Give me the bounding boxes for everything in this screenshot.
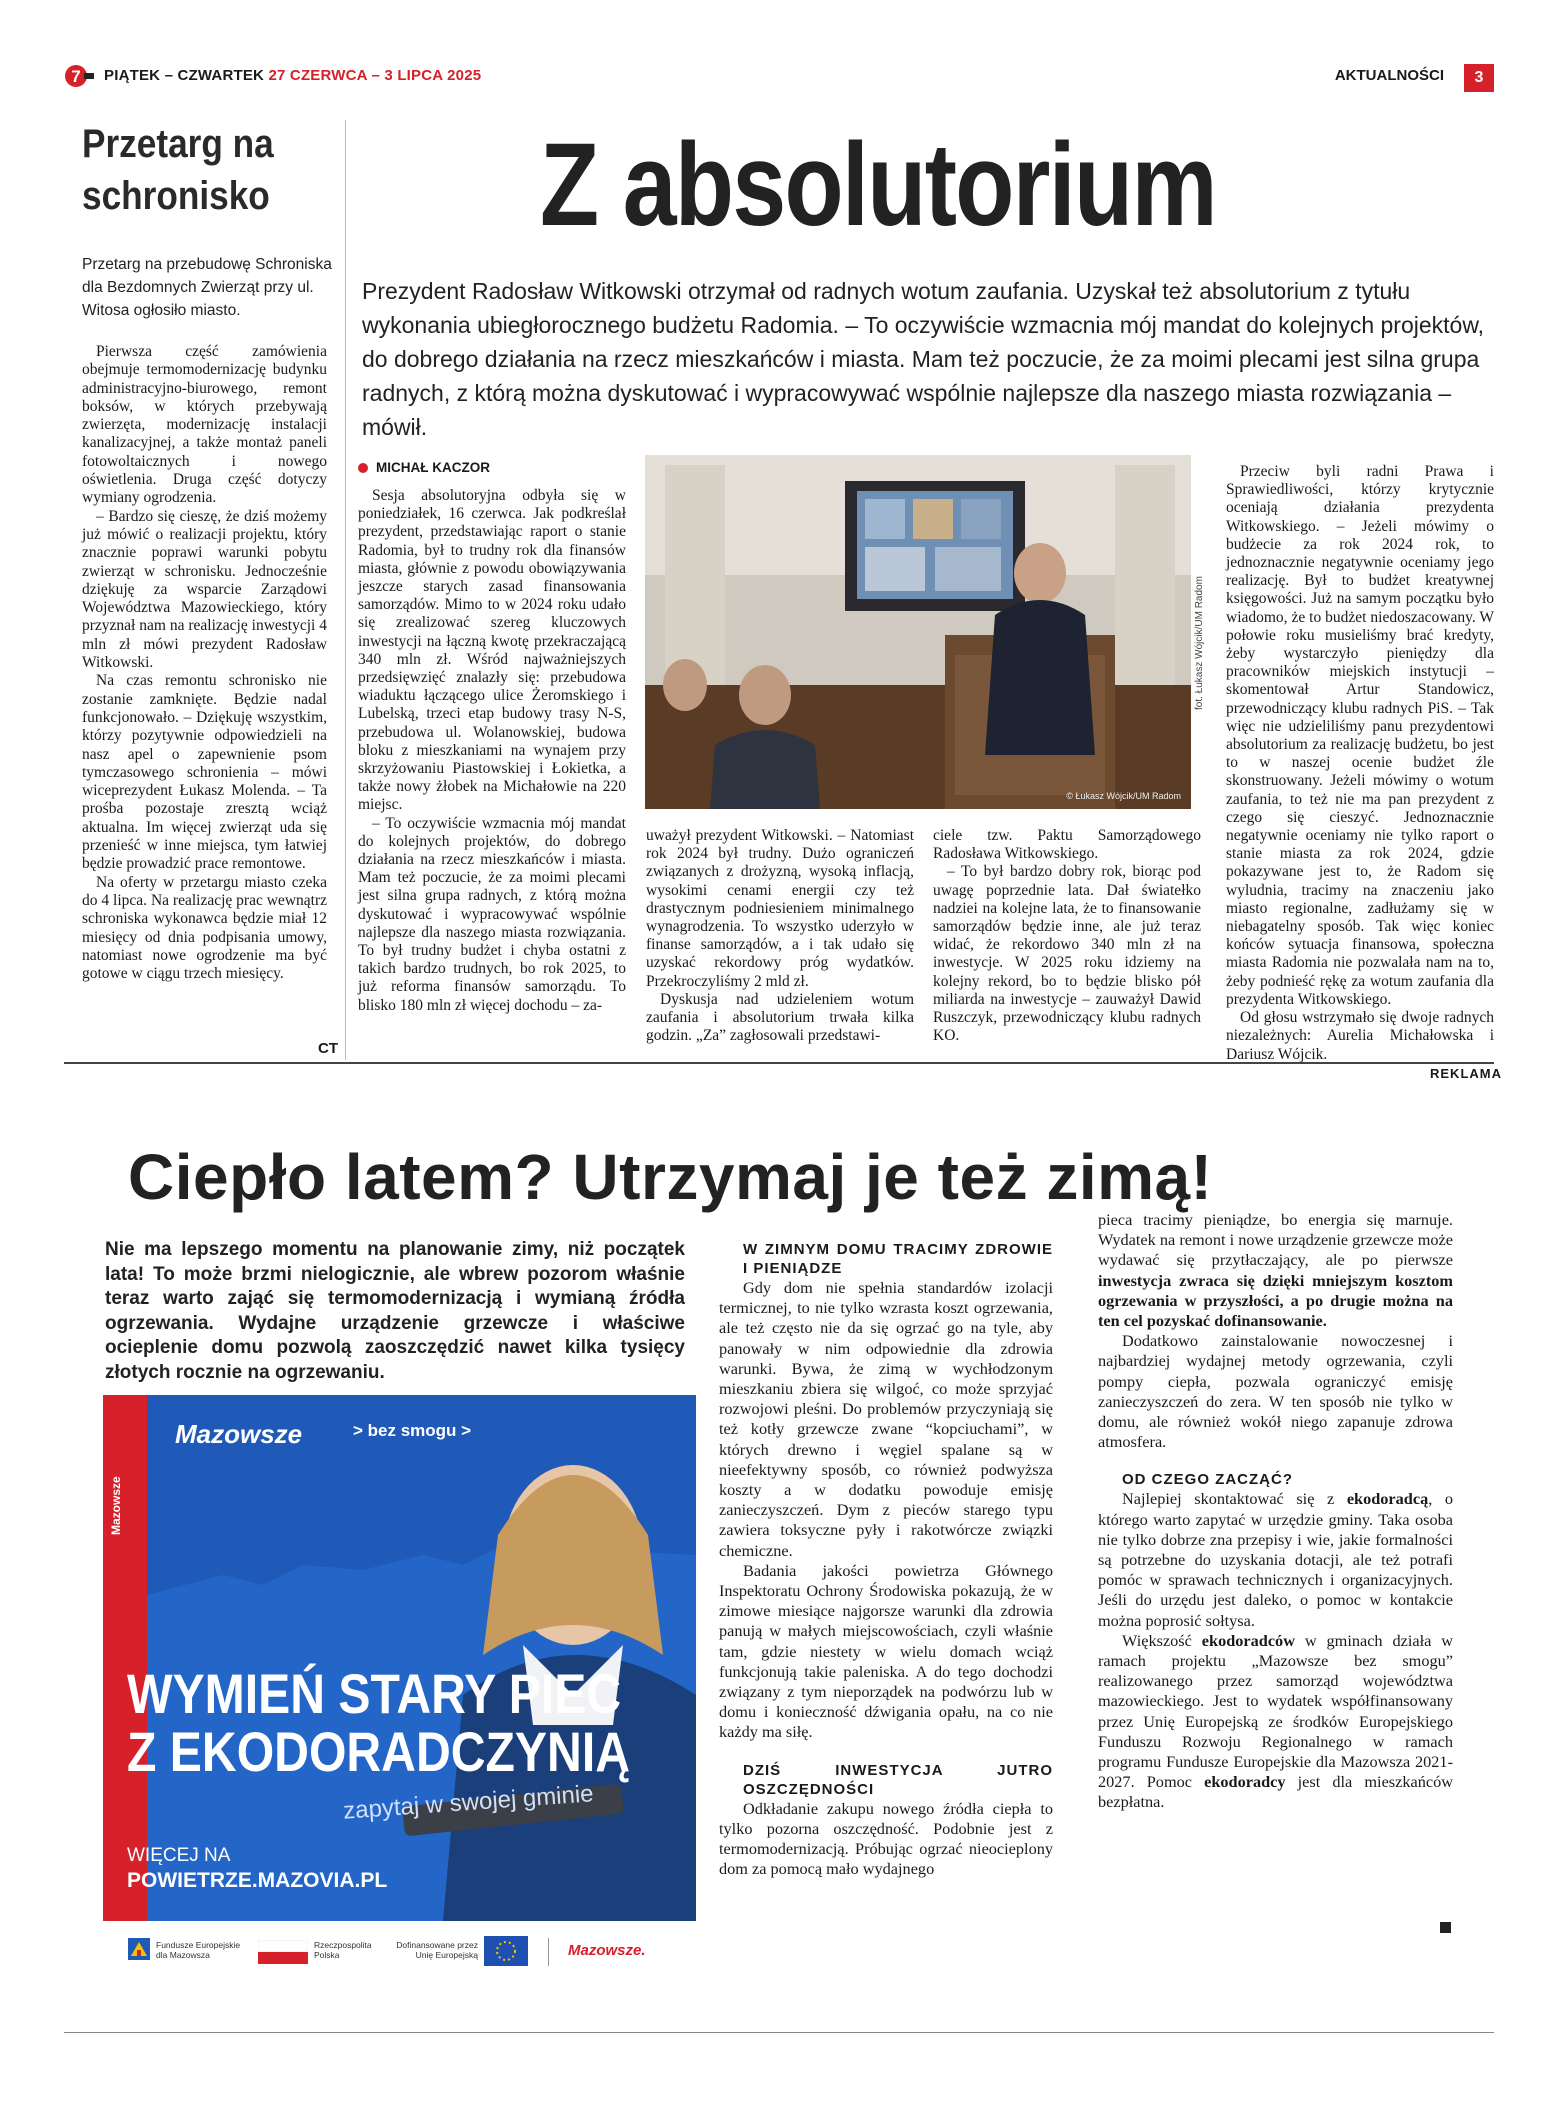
issue-days: PIĄTEK – CZWARTEK [104, 67, 265, 84]
ad-lead: Nie ma lepszego momentu na planowanie zimy, niż początek lata! To może brzmi nielogicznie, ale wbrew pozorom właśnie teraz warto zająć się termomodernizacją i wymianą źródła ogrzewania. Wydajne urządzenie grzewcze i właściwe ocieplenie domu pozwolą zaoszczędzić nawet kilka tysięcy złotych rocznie na ogrzewaniu. [105, 1239, 685, 1383]
photo-credit: fot. Łukasz Wójcik/UM Radom [1194, 576, 1205, 710]
article-column-2 [646, 827, 914, 1045]
mazowsze-logo: Mazowsze. [568, 1942, 646, 1959]
logo-divider [548, 1938, 549, 1966]
paragraph: Gdy dom nie spełnia standardów izolacji termicznej, to nie tylko wzrasta koszt ogrzewania, ale też często nie da się ogrzać go na tyle, aby panowały w nim odpowiednie dla zdrowia warunki. Bywa, że zimą w wychłodzonym mieszkaniu zbiera się wilgoć, co może sprzyjać rozwojowi pleśni. Do problemów przyczyniają się też kotły grzewcze zwane “kopciuchami”, w których drewno i węgiel spalane są w nieefektywny sposób, co również podwyższa koszty a w dodatku powoduje emisję zanieczyszczeń. Dym z pieców starego typu zawiera toksyczne pyły i rakotwórcze związki chemiczne. [719, 1278, 1053, 1560]
bullet-icon [358, 463, 368, 473]
main-headline: Z absolutorium [540, 119, 1216, 251]
paragraph: ciele tzw. Paktu Samorządowego Radosława Witkowskiego. [933, 827, 1201, 863]
page-number: 3 [1464, 64, 1494, 92]
ad-column-1 [719, 1240, 1053, 1879]
paragraph [1098, 1489, 1453, 1630]
issue-date-range: 27 CZERWCA – 3 LIPCA 2025 [268, 67, 482, 84]
left-article-title: Przetarg na schronisko [82, 122, 274, 218]
photo-illustration [645, 455, 1191, 809]
polish-flag-icon [258, 1940, 308, 1964]
text-run: , o którego warto zapytać w urzędzie gminy. Taka osoba nie tylko dobrze zna przepisy i wie, jakie formalności są potrzebne do uzyskania dotacji, ale też potrafi pomóc w sprawach technicznych i organizacyjnych. Jeśli do urzędu jest daleko, o pomoc w kontakcie można poprosić sołtysa. [1098, 1489, 1454, 1630]
banner-brand: Mazowsze [175, 1419, 303, 1449]
logo-line: Dofinansowane przez [396, 1940, 478, 1950]
issue-dates [104, 67, 481, 84]
eu-flag-icon [484, 1936, 528, 1966]
paragraph [1098, 1631, 1453, 1813]
banner-campaign: > bez smogu > [353, 1421, 472, 1440]
text-run-bold: ekodoradców [1201, 1630, 1295, 1650]
paragraph: Pierwsza część zamówienia obejmuje termomodernizację budynku administracyjno-biurowego, remont boksów, w których przebywają zwierzęta, modernizację instalacji kanalizacyjnej, a także montaż paneli fotowoltaicznych i nowego oświetlenia. Druga część dotyczy wymiany ogrodzenia. [82, 343, 327, 507]
author-name: MICHAŁ KACZOR [376, 460, 490, 475]
banner-subline: zapytaj w swojej gminie [342, 1780, 595, 1825]
advertisement-label: REKLAMA [1430, 1066, 1502, 1081]
logo-line: Unię Europejską [415, 1950, 478, 1960]
logo-line: dla Mazowsza [156, 1950, 210, 1960]
ad-banner [103, 1395, 696, 1921]
bottom-rule [64, 2032, 1494, 2033]
page-header [64, 64, 1494, 90]
text-run-bold: inwestycja zwraca się dzięki mniejszym kosztom ogrzewania w przyszłości, a po drugie można na ten cel pozyskać dofinansowanie. [1098, 1270, 1453, 1331]
logo-text-rp [314, 1940, 372, 1960]
ad-title: Ciepło latem? Utrzymaj je też zimą! [128, 1141, 1213, 1213]
paragraph: Dyskusja nad udzieleniem wotum zaufania i absolutorium trwała kilka godzin. „Za” zagłosowali przedstawi- [646, 990, 914, 1045]
paragraph: – To oczywiście wzmacnia mój mandat do kolejnych projektów, do dobrego działania na rzecz mieszkańców i miasta. Mam też poczucie, że za moimi plecami jest silna grupa radnych, z którą można dyskutować i wypracowywać wspólnie najlepsze dla naszego miasta rozwiązania. To był trudny budżet i chyba ostatni z takich bardzo trudnych, bo rok 2025, to już reforma finansów samorządu. To blisko 180 mln zł więcej dochodu – za- [358, 814, 626, 1014]
author-initials: CT [318, 1040, 338, 1057]
text-run: jest dla mieszkańców bezpłatna. [1098, 1772, 1453, 1812]
author-byline [358, 460, 490, 475]
section-divider [64, 1062, 1494, 1064]
article-column-1 [358, 487, 626, 1015]
ad-subheading: OD CZEGO ZACZĄĆ? [1122, 1471, 1293, 1489]
left-article-body [82, 343, 327, 983]
paragraph: – Bardzo się cieszę, że dziś możemy już mówić o realizacji projektu, który znacznie poprawi warunki pobytu zwierząt w schronisku. Jednocześnie dziękuję za wsparcie Zarządowi Województwa Mazowieckiego, który przyznał nam na realizację inwestycji 4 mln zł mówi prezydent Radosław Witkowski. [82, 507, 327, 672]
logo-line: Rzeczpospolita [314, 1940, 372, 1950]
logo-line: Polska [314, 1950, 340, 1960]
main-article-lead: Prezydent Radosław Witkowski otrzymał od radnych wotum zaufania. Uzyskał też absolutorium z tytułu wykonania ubiegłorocznego budżetu Radomia. – To oczywiście wzmacnia mój mandat do kolejnych projektów, do dobrego działania na rzecz mieszkańców i miasta. Mam też poczucie, że za moimi plecami jest silna grupa radnych, z którą można dyskutować i wypracowywać wspólnie najlepsze dla naszego miasta rozwiązania – mówił. [362, 278, 1485, 440]
svg-text:7: 7 [71, 67, 81, 86]
paragraph: – To był bardzo dobry rok, biorąc pod uwagę poprzednie lata. Dał światełko nadziei na kolejne lata, że to finansowanie samorządów będzie inne, ale już teraz widać, że rekordowo 340 mln zł na inwestycje. W 2025 roku idziemy na kolejny rekord, bo to będzie blisko pół miliarda na inwestycje – zauważył Dawid Ruszczyk, przewodniczący klubu radnych KO. [933, 863, 1201, 1045]
photo-copyright: © Łukasz Wójcik/UM Radom [1066, 791, 1181, 801]
banner-illustration [103, 1395, 696, 1921]
press-photo [645, 455, 1191, 809]
logo-text-fe [156, 1940, 240, 1960]
paragraph: Dodatkowo zainstalowanie nowoczesnej i najbardziej wydajnej metody ogrzewania, czyli pompy ciepła, pozwala ograniczyć emisję zanieczyszczeń do zera. W ten sposób nie tylko w domu, ale również wokół niego zapanuje zdrowa atmosfera. [1098, 1331, 1453, 1452]
banner-url: POWIETRZE.MAZOVIA.PL [127, 1869, 388, 1892]
left-article-lead: Przetarg na przebudowę Schroniska dla Bezdomnych Zwierząt przy ul. Witosa ogłosiło miasto. [82, 256, 332, 319]
text-run: pieca tracimy pieniądze, bo energia się marnuje. Wydatek na remont i nowe urządzenie grzewcze może wydawać się przytłaczający, ale po pierwsze [1098, 1210, 1453, 1270]
logo-text-eu [390, 1940, 478, 1960]
ad-column-2 [1098, 1210, 1453, 1813]
paragraph: Przeciw byli radni Prawa i Sprawiedliwości, którzy krytycznie oceniają działania prezydenta Witkowskiego. – Jeżeli mówimy o budżecie za rok 2024 rok, to jednoznacznie negatywnie oceniamy jego realizację. Był to budżet kreatywnej księgowości. Już na samym początku było wiadomo, że to budżet niedoszacowany. W połowie roku musieliśmy brać kredyty, żeby wystarczyło pieniędzy dla pracowników miejskich instytucji – skomentował Artur Standowicz, przewodniczący klubu radnych PiS. – Tak więc nie udzieliliśmy panu prezydentowi absolutorium za realizację budżetu, bo jest to w naszej ocenie budżet źle skonstruowany. Jeżeli mówimy o wotum zaufania, to też nie ma pan prezydent z czego się cieszyć. Jednoznacznie negatywnie oceniamy nie tylko raport o stanie miasta za rok 2024, gdzie pokazywane jest to, że Radom się wyludnia, tracimy na znaczeniu jako miasto regionalne, zadłużamy się w niebagatelny sposób. Tak więc koniec końców sytuacja finansowa, społeczna miasta Radomia nie pozwalała nam na to, żeby podnieść rękę za wotum zaufania dla prezydenta Witkowskiego. [1226, 463, 1494, 1008]
article-column-3 [933, 827, 1201, 1045]
banner-more-label: WIĘCEJ NA [127, 1845, 231, 1866]
paragraph: Na czas remontu schronisko nie zostanie zamknięte. Będzie nadal funkcjonowało. – Dziękuję wszystkim, którzy pozytywnie odpowiedzieli na nasz apel o zapewnienie psom tymczasowego schronienia – mówi wiceprezydent Łukasz Molenda. – Ta prośba pozostaje zresztą wciąż aktualna. Im więcej zwierząt uda się przenieść w inne miejsca, tym łatwiej będzie prowadzić prace remontowe. [82, 672, 327, 873]
end-of-article-icon [1440, 1922, 1451, 1933]
banner-red-bar [103, 1395, 147, 1921]
paragraph: uważył prezydent Witkowski. – Natomiast rok 2024 był trudny. Dużo ograniczeń związanych z drożyzną, wysoką inflacją, wysokimi cenami energii czy też drastycznym podniesieniem minimalnego wynagrodzenia. To wszystko uderzyło w finanse samorządów, a i tak udało się uzyskać rekordowy próg wydatków. Przekroczyliśmy 2 mld zł. [646, 827, 914, 990]
newspaper-logo-icon [64, 64, 94, 88]
text-run-bold: ekodoradcą [1346, 1489, 1429, 1509]
ad-subheading: W ZIMNYM DOMU TRACIMY ZDROWIE I PIENIĄDZE [743, 1241, 1053, 1277]
eu-funds-icon [128, 1938, 150, 1960]
text-run: Najlepiej skontaktować się z [1122, 1489, 1347, 1509]
section-name: AKTUALNOŚCI [1334, 67, 1444, 84]
text-run: Większość [1122, 1630, 1202, 1650]
paragraph: Badania jakości powietrza Głównego Inspektoratu Ochrony Środowiska pokazują, że w zimowe miesiące najgorsze warunki dla zdrowia panują w małych miejscowościach, czyli właśnie tam, gdzie niestety w wielu domach wciąż funkcjonują takie paleniska. A do tego dochodzi związany z tym nieporządek na podwórzu lub w domu i konieczność dźwigania opału, na co nie każdy ma siłę. [719, 1560, 1053, 1742]
banner-headline-line1: WYMIEŃ STARY PIEC [127, 1662, 622, 1725]
logo-line: Fundusze Europejskie [156, 1940, 241, 1950]
column-divider [345, 120, 346, 1060]
paragraph [1098, 1210, 1453, 1331]
paragraph: Na oferty w przetargu miasto czeka do 4 lipca. Na realizację prac wewnątrz schroniska wykonawca będzie miał 12 miesięcy od dnia podpisania umowy, natomiast nowe ogrodzenie ma być gotowe w ciągu trzech miesięcy. [82, 873, 327, 983]
paragraph: Sesja absolutoryjna odbyła się w poniedziałek, 16 czerwca. Jak podkreślał prezydent, przedstawiając raport o stanie Radomia, był to trudny rok dla finansów miasta, głównie z powodu obowiązywania jeszcze starych zasad finansowania samorządów. Mimo to w 2024 roku udało się zrealizować szereg kluczowych inwestycji na łączną kwotę przekraczającą 340 mln zł. Wśród najważniejszych przedsięwzięć znalazły się: przebudowa wiaduktu łączącego ulice Żeromskiego i Lubelską, trzeci etap budowy trasy N-S, przebudowa ul. Wolanowskiej, budowa bloku z mieszkaniami na wynajem przy skrzyżowaniu Piastowskiej i Łokietka, a także nowy żłobek na Michałowie na 220 miejsc. [358, 487, 626, 814]
banner-side-brand: Mazowsze [109, 1476, 123, 1535]
banner-headline-line2: Z EKODORADCZYNIĄ [127, 1720, 631, 1783]
funding-logos [128, 1932, 688, 1976]
text-run: w gminach działa w ramach projektu „Mazowsze bez smogu” realizowanego przez samorząd województwa mazowieckiego. Jest to wydatek współfinansowany przez Unię Europejską ze środków Europejskiego Funduszu Rozwoju Regionalnego w ramach programu Fundusze Europejskie dla Mazowsza 2021-2027. Pomoc [1098, 1630, 1453, 1792]
banner-headline [127, 1662, 631, 1783]
article-column-4 [1226, 463, 1494, 1064]
paragraph: Odkładanie zakupu nowego źródła ciepła to tylko pozorna oszczędność. Podobnie jest z termomodernizacją. Próbując ogrzać nieocieplony dom za pomocą mało wydajnego [719, 1798, 1053, 1879]
ad-subheading: DZIŚ INWESTYCJA JUTRO OSZCZĘDNOŚCI [743, 1761, 1053, 1798]
text-run-bold: ekodoradcy [1204, 1772, 1286, 1792]
paragraph: Od głosu wstrzymało się dwoje radnych niezależnych: Aurelia Michałowska i Dariusz Wójcik. [1226, 1009, 1494, 1063]
